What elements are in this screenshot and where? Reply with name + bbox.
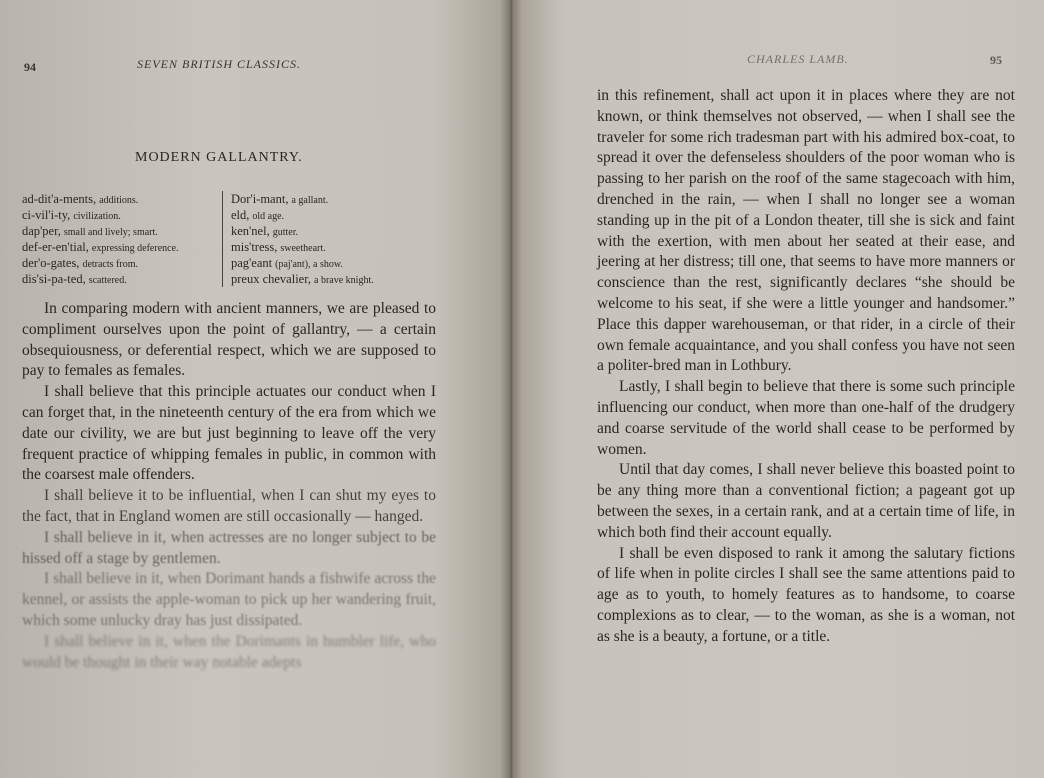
glossary-entry: ad-dit'a-ments, additions.: [22, 192, 139, 206]
left-page-number: 94: [24, 60, 36, 74]
glossary-entry: mis'tress, sweetheart.: [231, 240, 326, 254]
right-running-head: CHARLES LAMB.: [747, 52, 849, 66]
glossary-entry: ci-vil'i-ty, civilization.: [22, 208, 121, 222]
paragraph: I shall believe it to be influential, when I can shut my eyes to the fact, that in England women are still occasionally — hanged.: [22, 487, 436, 525]
glossary-entry: der'o-gates, detracts from.: [22, 256, 138, 270]
glossary-entry: def-er-en'tial, expressing deference.: [22, 240, 179, 254]
right-body-text: [597, 86, 1015, 648]
glossary-column-2: [222, 191, 461, 287]
glossary-entry: ken'nel, gutter.: [231, 224, 298, 238]
glossary-entry: pag'eant (paj'ant), a show.: [231, 256, 343, 270]
glossary-entry: dis'si-pa-ted, scattered.: [22, 272, 127, 286]
paragraph: in this refinement, shall act upon it in places where they are not known, or think themselves not observed, — when I shall see the traveler for some rich tradesman part with his admired box-coat, to spread it over the defenseless shoulders of the poor woman who is passing to her parish on the roof of the same stagecoach with him, drenched in the rain, — when I shall no longer see a woman standing up in the pit of a London theater, till she is sick and faint with the exertion, with men about her seated at their ease, and jeering at her distress; till one, that seems to have more manners or conscience than the rest, significantly declares “she should be welcome to his seat, if she were a little younger and handsomer.” Place this dapper warehouseman, or that rider, in a circle of their own female acquaintance, and you shall confess you have not seen a politer-bred man in Lothbury.: [597, 87, 1015, 375]
glossary-column-1: [22, 191, 222, 287]
paragraph: Until that day comes, I shall never believe this boasted point to be any thing more than a conventional fiction; a pageant got up between the sexes, in a certain rank, and at a certain time of life, in which both find their account equally.: [597, 461, 1015, 541]
left-page: [0, 0, 510, 778]
paragraph: I shall believe that this principle actuates our conduct when I can forget that, in the nineteenth century of the era from which we date our civility, we are but just beginning to leave off the very frequent practice of whipping females in public, in common with the coarsest male offenders.: [22, 383, 436, 484]
book-gutter: [500, 0, 522, 778]
right-page: [510, 0, 1044, 778]
paragraph: Lastly, I shall begin to believe that there is some such principle influencing our conduct, when more than one-half of the drudgery and coarse servitude of the world shall cease to be performed by women.: [597, 378, 1015, 458]
glossary-entry: eld, old age.: [231, 208, 285, 222]
left-running-head: SEVEN BRITISH CLASSICS.: [137, 57, 301, 71]
chapter-title: MODERN GALLANTRY.: [135, 150, 303, 165]
right-page-number: 95: [990, 53, 1002, 67]
paragraph: I shall believe in it, when Dorimant hands a fishwife across the kennel, or assists the apple-woman to pick up her wandering fruit, which some unlucky dray has just dissipated.: [22, 570, 436, 629]
paragraph: I shall be even disposed to rank it among the salutary fictions of life when in polite circles I shall see the same attentions paid to age as to youth, to homely features as to handsome, to coarse complexions as to clear, — to the woman, as she is a woman, not as she is a beauty, a fortune, or a title.: [597, 544, 1015, 645]
paragraph: In comparing modern with ancient manners, we are pleased to compliment ourselves upon the point of gallantry, — a certain obsequiousness, or deferential respect, which we are supposed to pay to females as females.: [22, 300, 436, 380]
left-body-text: [22, 299, 436, 673]
paragraph: I shall believe in it, when actresses are no longer subject to be hissed off a stage by gentlemen.: [22, 528, 436, 567]
glossary-entry: dap'per, small and lively; smart.: [22, 224, 158, 238]
glossary-entry: preux chevalier, a brave knight.: [231, 272, 374, 286]
glossary-entry: Dor'i-mant, a gallant.: [231, 192, 329, 206]
paragraph: I shall believe in it, when the Dorimants in humbler life, who would be thought in their way notable adepts: [22, 632, 436, 671]
